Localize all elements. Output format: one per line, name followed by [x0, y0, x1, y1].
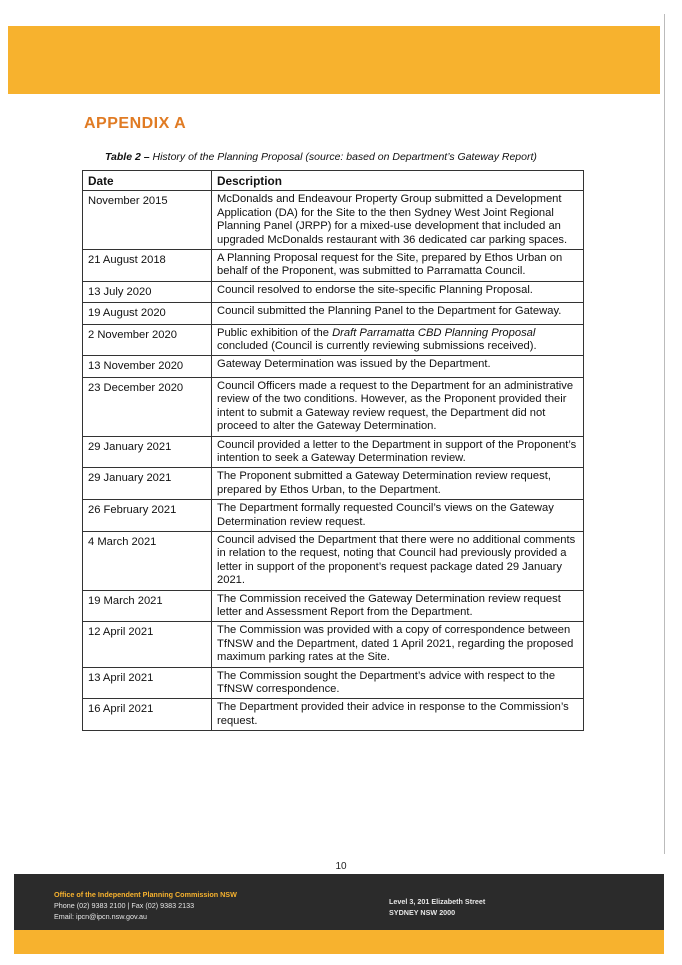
table-row: [83, 356, 584, 377]
row-date: 21 August 2018: [83, 250, 212, 282]
history-table: [82, 170, 584, 731]
row-date: 19 August 2020: [83, 303, 212, 324]
row-date: 4 March 2021: [83, 531, 212, 590]
row-description: Council advised the Department that there were no additional comments in relation to the request, noting that Council had previously provided a letter in support of the proponent’s request package dated 29 January 2021.: [212, 531, 584, 590]
caption-text: History of the Planning Proposal (source: based on Department’s Gateway Report): [149, 151, 537, 163]
footer: [14, 874, 664, 930]
row-description: Council provided a letter to the Department in support of the Proponent’s intention to seek a Gateway Determination review.: [212, 436, 584, 468]
row-date: 26 February 2021: [83, 500, 212, 532]
row-description: Council submitted the Planning Panel to the Department for Gateway.: [212, 303, 584, 324]
table-row: [83, 191, 584, 250]
table-row: [83, 250, 584, 282]
footer-organisation: Office of the Independent Planning Commission NSW: [54, 890, 237, 899]
row-description-text: Public exhibition of the: [217, 326, 333, 339]
row-date: 29 January 2021: [83, 436, 212, 468]
table-header-row: [83, 171, 584, 191]
table-row: [83, 324, 584, 356]
page-edge-rule: [664, 14, 665, 854]
table-row: [83, 699, 584, 731]
row-description: The Commission received the Gateway Determination review request letter and Assessment Report from the Department.: [212, 590, 584, 622]
table-row: [83, 531, 584, 590]
row-date: November 2015: [83, 191, 212, 250]
row-description: Gateway Determination was issued by the Department.: [212, 356, 584, 377]
page-number: 10: [335, 861, 347, 872]
footer-contact: [54, 889, 237, 922]
caption-label: Table 2 –: [105, 151, 150, 163]
table-row: [83, 303, 584, 324]
row-date: 13 July 2020: [83, 281, 212, 302]
proposal-title: Draft Parramatta CBD Planning Proposal: [332, 326, 536, 339]
table-row: [83, 436, 584, 468]
table-caption: [105, 151, 537, 163]
row-date: 29 January 2021: [83, 468, 212, 500]
table-row: [83, 667, 584, 699]
row-date: 19 March 2021: [83, 590, 212, 622]
row-description: The Commission sought the Department’s advice with respect to the TfNSW correspondence.: [212, 667, 584, 699]
footer-email: Email: ipcn@ipcn.nsw.gov.au: [54, 912, 148, 921]
row-date: 13 November 2020: [83, 356, 212, 377]
row-date: 23 December 2020: [83, 377, 212, 436]
appendix-heading: APPENDIX A: [84, 115, 187, 132]
row-description: The Proponent submitted a Gateway Determination review request, prepared by Ethos Urban, to the Department.: [212, 468, 584, 500]
row-description: The Department formally requested Council’s views on the Gateway Determination review request.: [212, 500, 584, 532]
row-date: 13 April 2021: [83, 667, 212, 699]
footer-address-line1: Level 3, 201 Elizabeth Street: [389, 897, 486, 906]
header-band: [8, 26, 660, 94]
date-column-header: Date: [83, 171, 212, 191]
row-description: A Planning Proposal request for the Site, prepared by Ethos Urban on behalf of the Proponent, was submitted to Parramatta Council.: [212, 250, 584, 282]
row-description: The Commission was provided with a copy of correspondence between TfNSW and the Department, dated 1 April 2021, regarding the proposed maximum parking rates at the Site.: [212, 622, 584, 667]
row-description: [212, 324, 584, 356]
table-row: [83, 468, 584, 500]
row-date: 2 November 2020: [83, 324, 212, 356]
row-description: The Department provided their advice in response to the Commission’s request.: [212, 699, 584, 731]
footer-address-line2: SYDNEY NSW 2000: [389, 908, 456, 917]
row-description-text: concluded (Council is currently reviewing submissions received).: [217, 340, 537, 353]
row-date: 16 April 2021: [83, 699, 212, 731]
table-row: [83, 377, 584, 436]
row-description: Council resolved to endorse the site-specific Planning Proposal.: [212, 281, 584, 302]
row-description: McDonalds and Endeavour Property Group submitted a Development Application (DA) for the Site to the then Sydney West Joint Regional Planning Panel (JRPP) for a mixed-use development that included an upgraded McDonalds restaurant with 36 dedicated car parking spaces.: [212, 191, 584, 250]
footer-band: [14, 930, 664, 954]
footer-address: [389, 896, 485, 918]
description-column-header: Description: [212, 171, 584, 191]
table-row: [83, 590, 584, 622]
table-row: [83, 622, 584, 667]
row-date: 12 April 2021: [83, 622, 212, 667]
table-row: [83, 281, 584, 302]
row-description: Council Officers made a request to the Department for an administrative review of the two conditions. However, as the Proponent provided their intent to submit a Gateway review request, the Department did not proceed to alter the Gateway Determination.: [212, 377, 584, 436]
table-row: [83, 500, 584, 532]
footer-phone: Phone (02) 9383 2100 | Fax (02) 9383 2133: [54, 901, 195, 910]
